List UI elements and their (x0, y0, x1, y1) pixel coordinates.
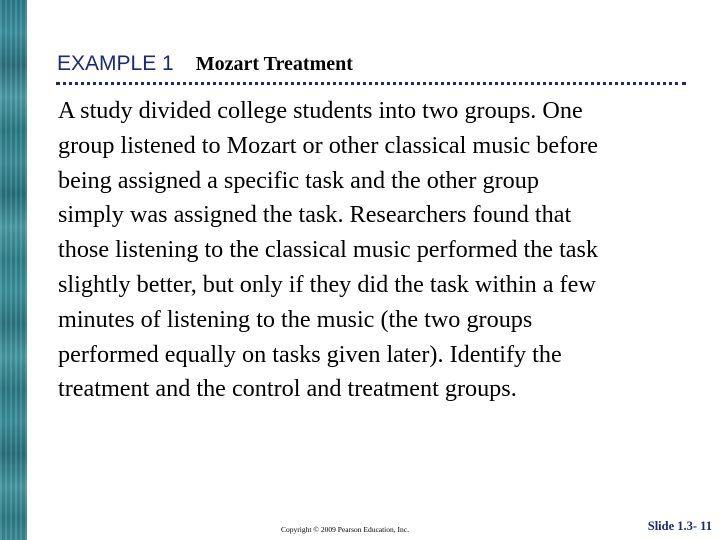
body-line: treatment and the control and treatment groups. (58, 375, 517, 403)
decorative-sidebar (0, 0, 27, 540)
copyright-notice: Copyright © 2009 Pearson Education, Inc. (281, 525, 409, 534)
example-body-text (58, 94, 698, 407)
body-line: slightly better, but only if they did the task within a few (58, 270, 596, 298)
example-title: Mozart Treatment (195, 53, 353, 75)
body-line: being assigned a specific task and the other group (58, 166, 539, 194)
slide-heading (57, 52, 353, 80)
dotted-divider (56, 82, 686, 85)
body-line: simply was assigned the task. Researchers found that (58, 201, 572, 229)
slide-number: Slide 1.3- 11 (647, 519, 712, 533)
body-line: A study divided college students into two groups. One (58, 97, 583, 124)
body-line: those listening to the classical music performed the task (58, 236, 599, 264)
body-line: performed equally on tasks given later). Identify the (58, 340, 562, 368)
body-line: group listened to Mozart or other classical music before (58, 131, 599, 159)
body-line: minutes of listening to the music (the two groups (58, 305, 533, 333)
example-label: EXAMPLE 1 (57, 52, 174, 75)
